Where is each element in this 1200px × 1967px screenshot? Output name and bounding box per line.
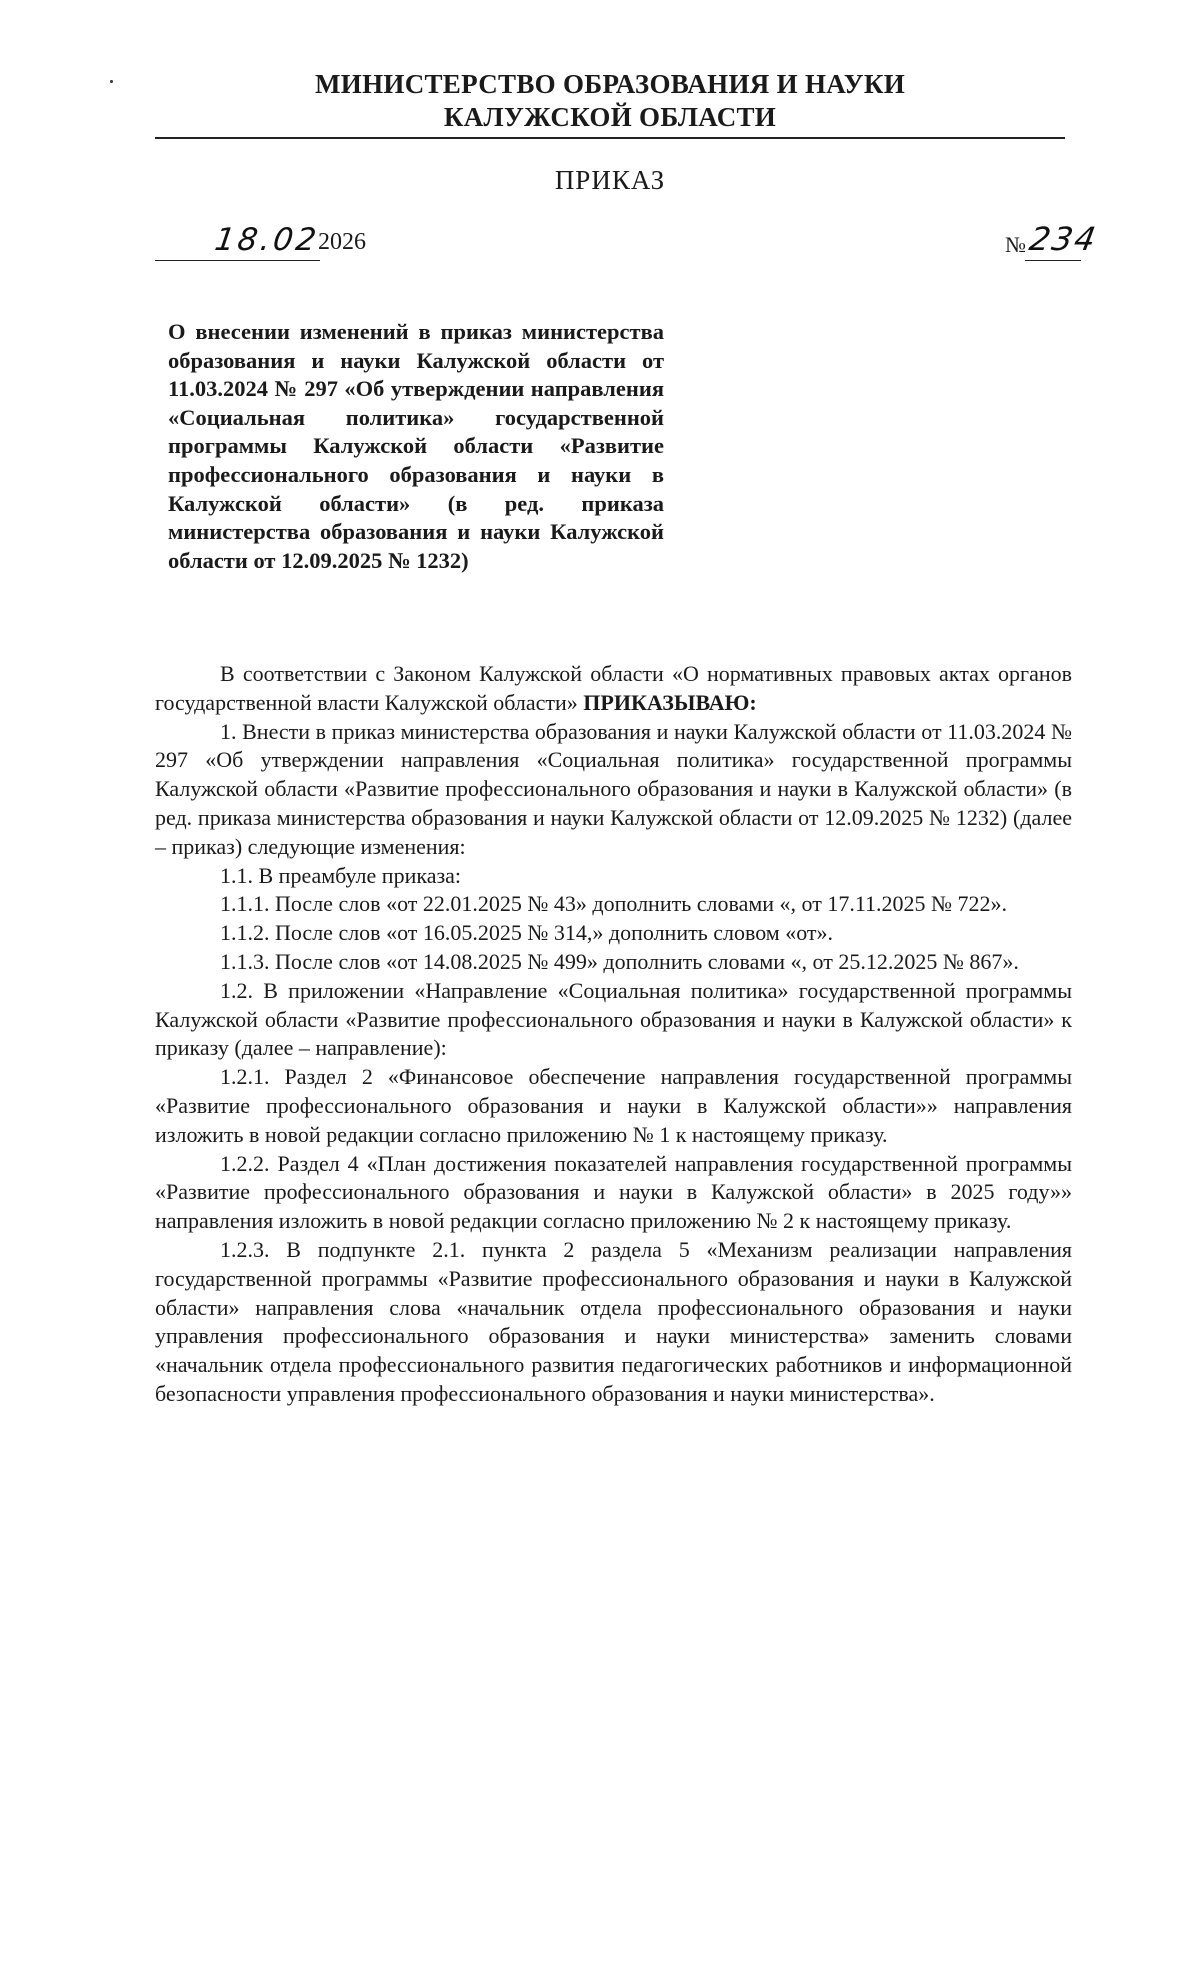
date-handwritten: 18.02 [212, 222, 322, 258]
paragraph-1-2: 1.2. В приложении «Направление «Социальная политика» государственной программы Калужской области «Развитие профессионального образования и науки в Калужской области» к приказу (далее – направление): [155, 977, 1072, 1061]
number-handwritten: 234 [1026, 220, 1101, 258]
scan-speck [110, 80, 113, 83]
preamble-paragraph [155, 660, 1072, 718]
document-type: ПРИКАЗ [554, 165, 666, 195]
paragraph-1-2-1: 1.2.1. Раздел 2 «Финансовое обеспечение направления государственной программы «Развитие профессионального образования и науки в Калужской области»» направления изложить в новой редакции согласно приложению № 1 к настоящему приказу. [155, 1064, 1072, 1147]
preamble-order-word: ПРИКАЗЫВАЮ: [583, 689, 757, 715]
ministry-header [155, 68, 1065, 134]
paragraph-1-2-3: 1.2.3. В подпункте 2.1. пункта 2 раздела 5 «Механизм реализации направления государственной программы «Развитие профессионального образования и науки в Калужской области» направления слова «начальник отдела профессионального образования и науки управления профессионального образования и науки министерства» заменить словами «начальник отдела профессионального развития педагогических работников и информационной безопасности управления профессионального образования и науки министерства». [155, 1236, 1072, 1406]
number-label: № [1005, 232, 1026, 257]
header-divider [155, 137, 1065, 139]
paragraph-1-2-2: 1.2.2. Раздел 4 «План достижения показателей направления государственной программы «Развитие профессионального образования и науки в Калужской области» в 2025 году»» направления изложить в новой редакции согласно приложению № 2 к настоящему приказу. [155, 1150, 1072, 1234]
paragraph-1-1: 1.1. В преамбуле приказа: [220, 862, 462, 888]
order-body [155, 660, 1072, 1409]
paragraph-1-1-3: 1.1.3. После слов «от 14.08.2025 № 499» дополнить словами «, от 25.12.2025 № 867». [220, 948, 1019, 974]
order-subject: О внесении изменений в приказ министерства образования и науки Калужской области от 11.03.2024 № 297 «Об утверждении направления «Социальная политика» государственной программы Калужской области «Развитие профессионального образования и науки в Калужской области» (в ред. приказа министерства образования и науки Калужской области от 12.09.2025 № 1232) [168, 319, 664, 573]
date-year: 2026 [318, 229, 366, 255]
paragraph-1-1-2: 1.1.2. После слов «от 16.05.2025 № 314,» дополнить словом «от». [220, 920, 834, 946]
ministry-name-line1: МИНИСТЕРСТВО ОБРАЗОВАНИЯ И НАУКИ [315, 69, 905, 99]
paragraph-1-1-1: 1.1.1. После слов «от 22.01.2025 № 43» дополнить словами «, от 17.11.2025 № 722». [220, 891, 1008, 917]
preamble-text: В соответствии с Законом Калужской области «О нормативных правовых актах органов государственной власти Калужской области» [155, 661, 1072, 715]
paragraph-1: 1. Внести в приказ министерства образования и науки Калужской области от 11.03.2024 № 297 «Об утверждении направления «Социальная политика» государственной программы Калужской области «Развитие профессионального образования и науки в Калужской области» (в ред. приказа министерства образования и науки Калужской области от 12.09.2025 № 1232) (далее – приказ) следующие изменения: [155, 718, 1072, 859]
ministry-name-line2: КАЛУЖСКОЙ ОБЛАСТИ [443, 102, 777, 132]
